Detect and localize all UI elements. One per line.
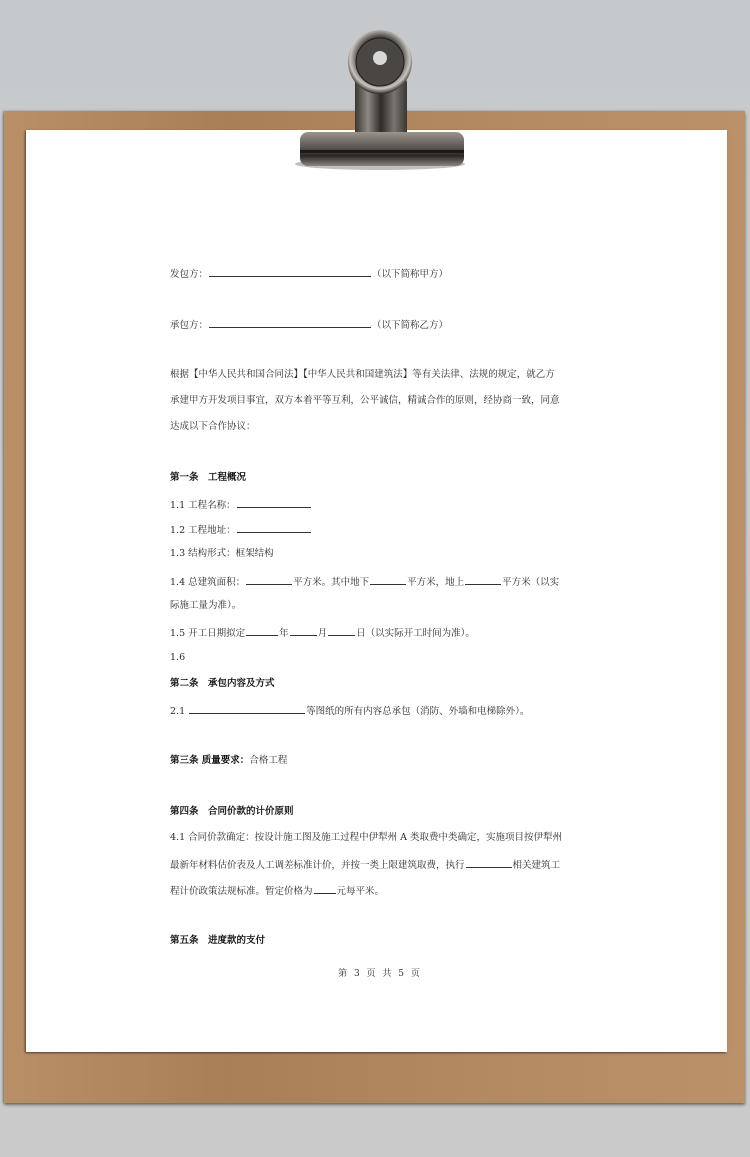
project-address-blank[interactable] — [237, 523, 311, 533]
item-4-1-line-2-text: 最新年材料估价表及人工调差标准计价，并按一类上限建筑取费，执行 — [170, 860, 465, 871]
preamble-line-2: 承建甲方开发项目事宜，双方本着平等互利，公平诚信，精诚合作的原则，经协商一致，同意 — [170, 395, 560, 406]
year-label: 年 — [279, 628, 289, 639]
item-1-3: 1.3 结构形式：框架结构 — [170, 548, 274, 559]
item-1-2 — [170, 523, 312, 537]
item-1-1-label: 1.1 工程名称： — [170, 500, 236, 511]
party-b-line — [170, 318, 448, 332]
day-label: 日（以实际开工时间为准）。 — [356, 628, 475, 639]
party-b-label: 承包方： — [170, 320, 209, 331]
item-4-1-line-3-suffix: 元每平米。 — [336, 886, 385, 897]
item-1-4-part2: 平方米，地上 — [407, 577, 465, 588]
item-4-1-line-2 — [170, 858, 560, 872]
standard-blank[interactable] — [466, 858, 512, 868]
item-1-4-label: 1.4 总建筑面积： — [170, 577, 246, 588]
project-name-blank[interactable] — [237, 498, 311, 508]
article-5-title: 第五条 进度款的支付 — [170, 935, 266, 946]
quality-requirement-value: 合格工程 — [249, 755, 288, 766]
start-day-blank[interactable] — [328, 626, 355, 636]
item-1-4-part3: 平方米（以实 — [502, 577, 560, 588]
total-area-blank[interactable] — [246, 575, 292, 585]
item-1-5 — [170, 626, 475, 640]
preamble-line-3: 达成以下合作协议： — [170, 421, 256, 432]
start-year-blank[interactable] — [246, 626, 278, 636]
start-month-blank[interactable] — [290, 626, 317, 636]
item-2-1 — [170, 704, 529, 718]
article-2-title: 第二条 承包内容及方式 — [170, 678, 275, 689]
party-a-line — [170, 267, 448, 281]
item-1-6: 1.6 — [170, 652, 186, 663]
item-4-1-line-3 — [170, 884, 384, 898]
item-2-1-text: 等图纸的所有内容总承包（消防、外墙和电梯除外）。 — [306, 706, 530, 717]
article-1-title: 第一条 工程概况 — [170, 472, 247, 483]
price-blank[interactable] — [314, 884, 336, 894]
item-2-1-label: 2.1 — [170, 706, 186, 717]
item-1-5-label: 1.5 开工日期拟定 — [170, 628, 246, 639]
party-b-blank[interactable] — [209, 318, 371, 328]
item-4-1-line-2-suffix: 相关建筑工 — [512, 860, 561, 871]
item-1-1 — [170, 498, 312, 512]
party-a-label: 发包方： — [170, 269, 209, 280]
item-4-1-line-3-text: 程计价政策法规标准。暂定价格为 — [170, 886, 313, 897]
binder-clip-icon — [283, 22, 467, 172]
preamble-line-1: 根据【中华人民共和国合同法】【中华人民共和国建筑法】等有关法律、法规的规定，就乙方 — [170, 369, 555, 380]
article-3 — [170, 755, 287, 767]
item-1-4 — [170, 575, 559, 589]
item-4-1-line-1: 4.1 合同价款确定：按设计施工图及施工过程中伊犁州 A 类取费中类确定，实施项目按伊犁州 — [170, 832, 563, 843]
aboveground-area-blank[interactable] — [465, 575, 501, 585]
article-4-title: 第四条 合同价款的计价原则 — [170, 806, 294, 817]
article-3-title: 第三条 质量要求： — [170, 755, 250, 766]
party-a-blank[interactable] — [209, 267, 371, 277]
month-label: 月 — [317, 628, 328, 639]
scope-blank[interactable] — [189, 704, 305, 714]
page-number: 第 3 页 共 5 页 — [338, 969, 422, 979]
party-a-note: （以下简称甲方） — [372, 269, 449, 280]
item-1-4-continued: 际施工量为准）。 — [170, 600, 242, 611]
item-1-2-label: 1.2 工程地址： — [170, 525, 236, 536]
item-1-4-part1: 平方米。其中地下 — [293, 577, 370, 588]
party-b-note: （以下简称乙方） — [372, 320, 449, 331]
underground-area-blank[interactable] — [370, 575, 406, 585]
